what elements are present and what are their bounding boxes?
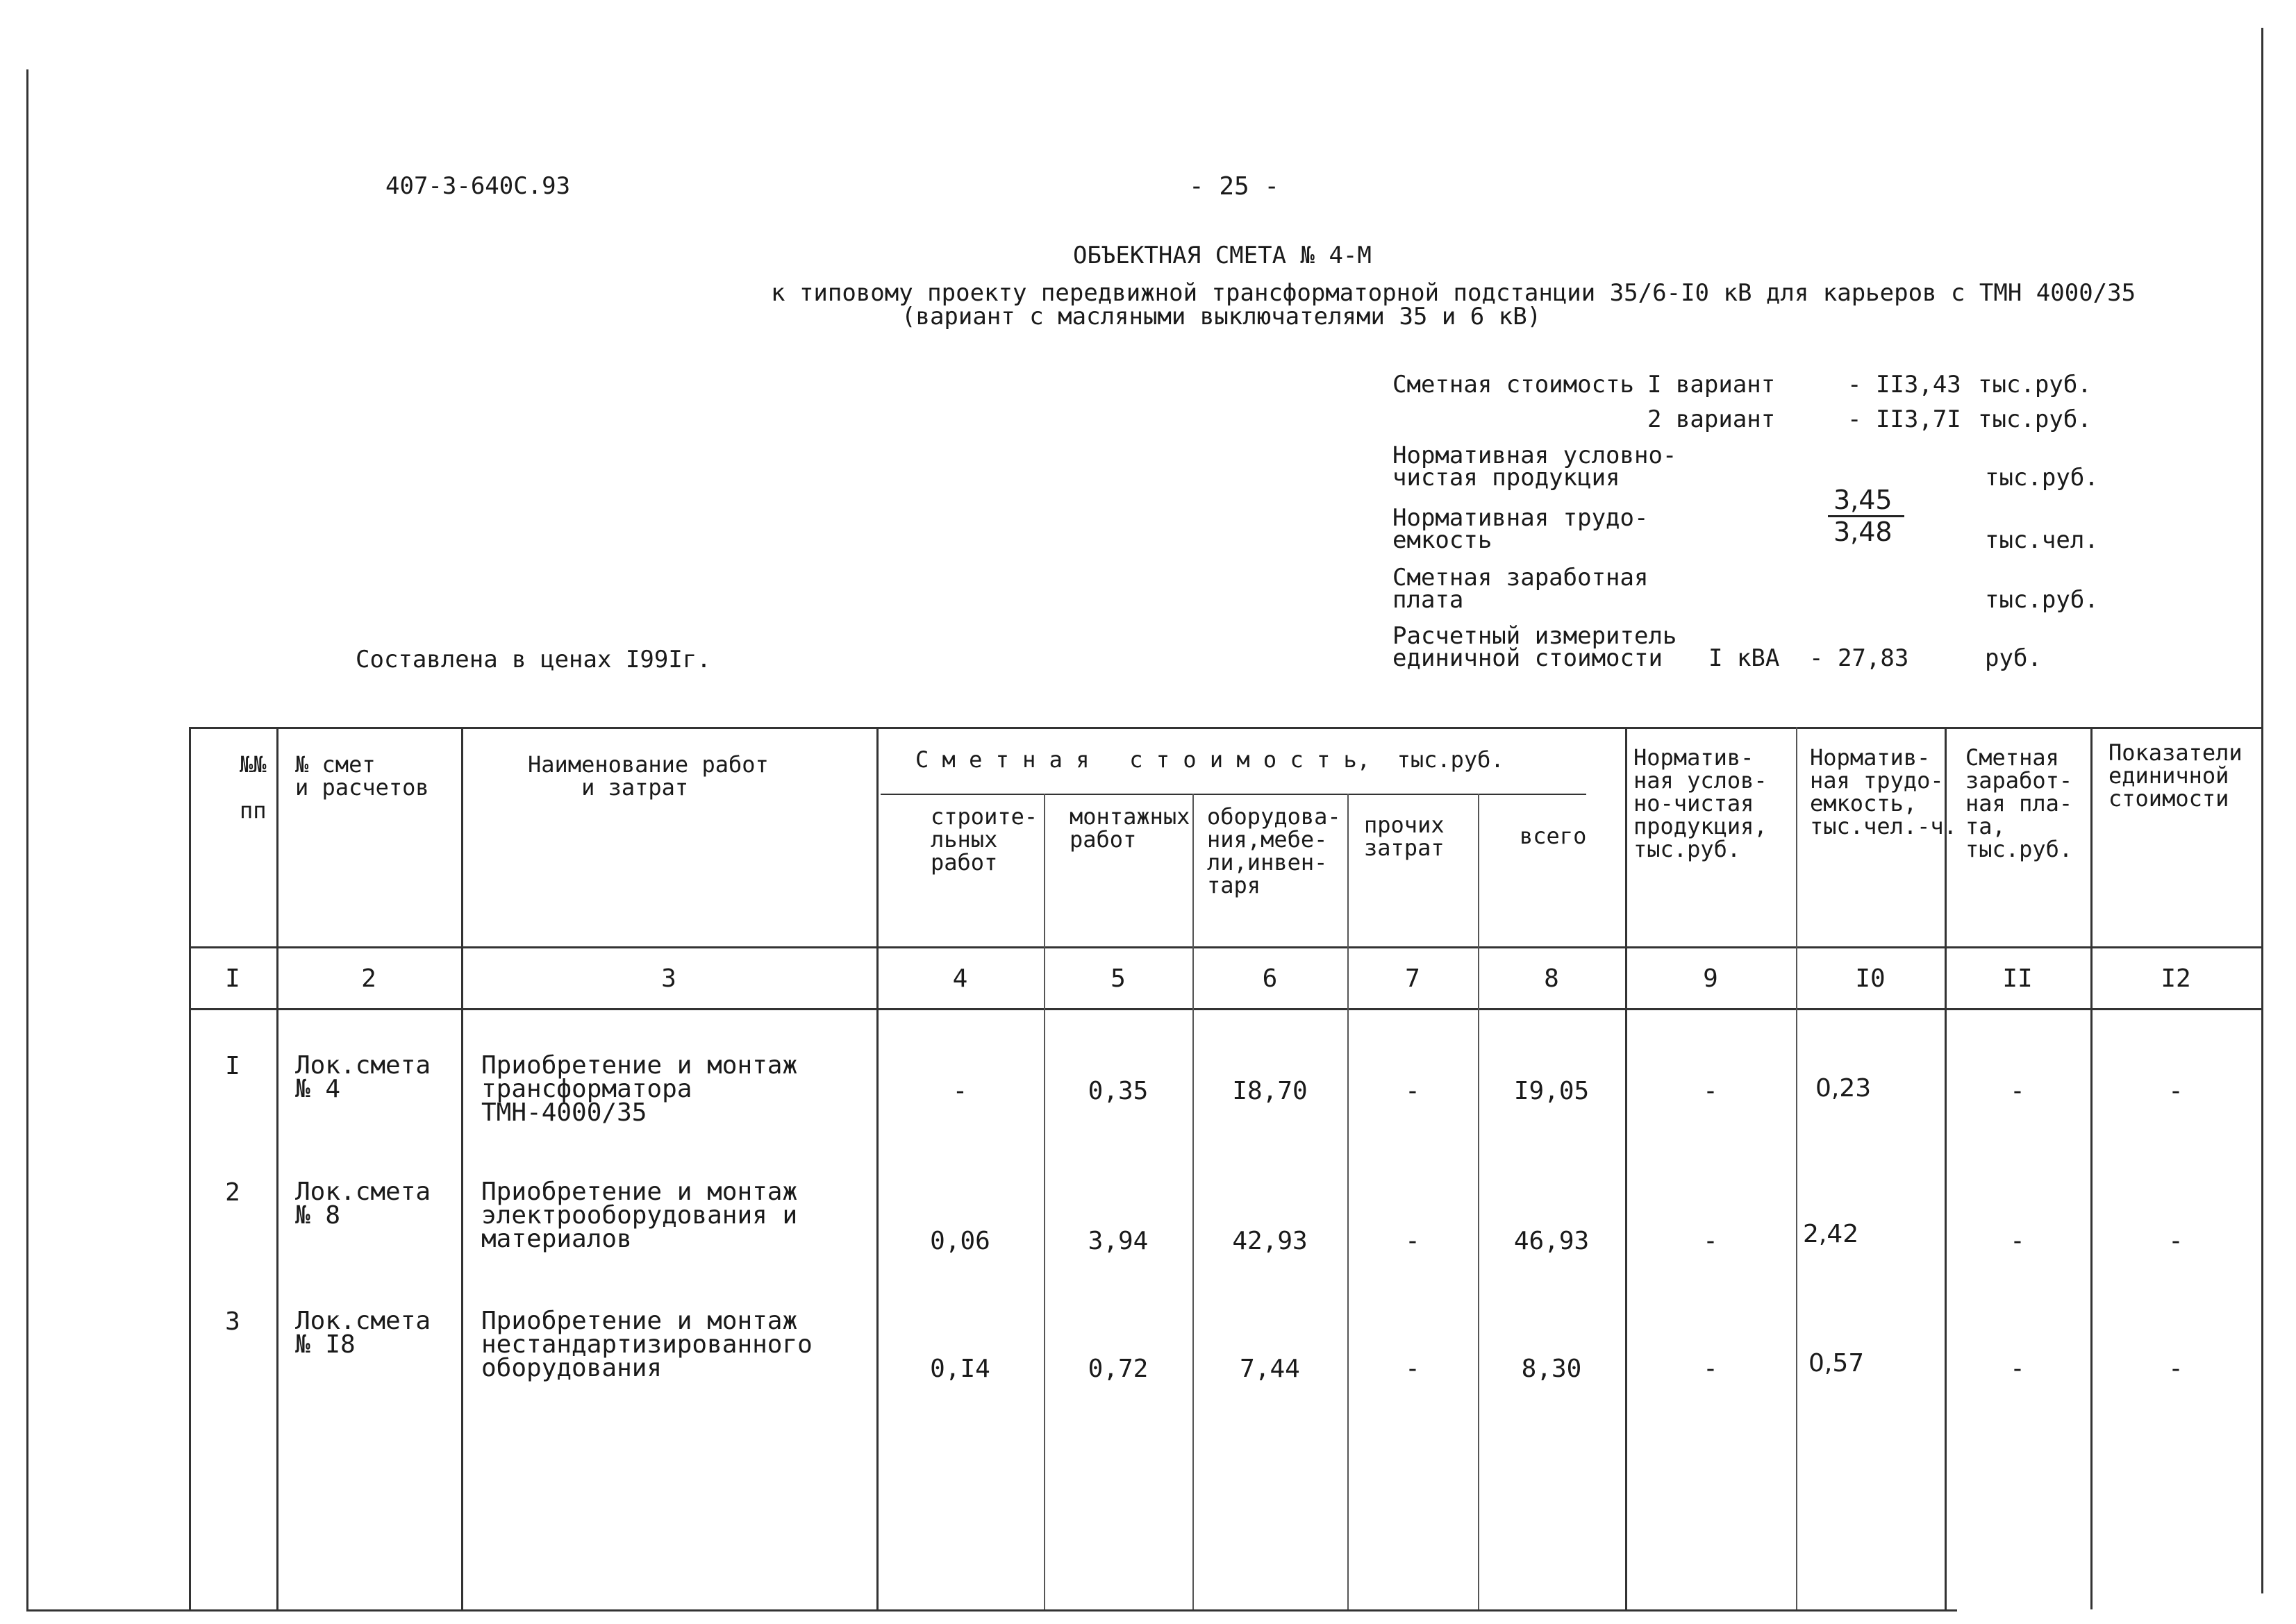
labor-value-top: 3,45 bbox=[1833, 485, 1892, 515]
row2-n: 2 bbox=[225, 1178, 240, 1207]
row1-labor: 0,23 bbox=[1815, 1074, 1872, 1103]
header-col12: Показатели единичной стоимости bbox=[2108, 739, 2243, 812]
row1-mount: 0,35 bbox=[1088, 1077, 1149, 1105]
header-col6: оборудова- ния,мебе- ли,инвен- таря bbox=[1207, 803, 1341, 898]
row3-build: 0,I4 bbox=[930, 1355, 990, 1383]
col-line-11 bbox=[2090, 727, 2093, 1609]
colnum-9: 9 bbox=[1703, 964, 1718, 993]
row1-build: - bbox=[952, 1077, 968, 1105]
col-line-8 bbox=[1625, 727, 1627, 1609]
row3-unit: - bbox=[2168, 1355, 2183, 1383]
variant1-label: I вариант bbox=[1647, 371, 1776, 399]
row1-equip: I8,70 bbox=[1232, 1077, 1308, 1105]
wage-label-2: плата bbox=[1392, 586, 1464, 614]
document-subtitle-2: (вариант с масляными выключателями 35 и 6 кВ) bbox=[901, 303, 1542, 330]
colnum-10: I0 bbox=[1855, 964, 1886, 993]
cost-label: Сметная стоимость bbox=[1392, 371, 1634, 399]
variant2-unit: тыс.руб. bbox=[1978, 405, 2092, 433]
colnum-4: 4 bbox=[952, 964, 968, 993]
header-group-cost: С м е т н а я с т о и м о с т ь, тыс.руб. bbox=[915, 746, 1504, 773]
table-top-line bbox=[189, 727, 2261, 729]
col-line-4 bbox=[1044, 794, 1045, 1609]
row3-ref: Лок.смета № I8 bbox=[295, 1307, 431, 1359]
row2-prod: - bbox=[1703, 1227, 1718, 1255]
row1-prod: - bbox=[1703, 1077, 1718, 1105]
meter-unit-qty: I кВА bbox=[1708, 644, 1780, 672]
labor-label-2: емкость bbox=[1392, 526, 1492, 554]
page-border-right bbox=[2261, 28, 2263, 1593]
meter-label-1: Расчетный измеритель bbox=[1392, 622, 1677, 650]
numbers-bottom-line bbox=[189, 1008, 2261, 1010]
header-col9: Норматив- ная услов- но-чистая продукция, тыс.руб. bbox=[1633, 744, 1767, 862]
colnum-2: 2 bbox=[361, 964, 376, 993]
row2-unit: - bbox=[2168, 1227, 2183, 1255]
row3-mount: 0,72 bbox=[1088, 1355, 1149, 1383]
row3-other: - bbox=[1405, 1355, 1420, 1383]
labor-value-bottom: 3,48 bbox=[1833, 517, 1892, 547]
colnum-1: I bbox=[225, 964, 240, 993]
colnum-3: 3 bbox=[661, 964, 676, 993]
row2-equip: 42,93 bbox=[1232, 1227, 1308, 1255]
header-col1: №№ пп bbox=[240, 751, 267, 823]
document-subtitle-1: к типовому проекту передвижной трансформаторной подстанции 35/6-I0 кВ для карьеров с ТМН 4000/35 bbox=[771, 279, 2136, 307]
row2-build: 0,06 bbox=[930, 1227, 990, 1255]
colnum-7: 7 bbox=[1405, 964, 1420, 993]
row3-prod: - bbox=[1703, 1355, 1718, 1383]
row2-ref: Лок.смета № 8 bbox=[295, 1178, 431, 1230]
row3-n: 3 bbox=[225, 1307, 240, 1336]
row1-name: Приобретение и монтаж трансформатора ТМН-4000/35 bbox=[481, 1051, 798, 1127]
col-line-0 bbox=[189, 727, 191, 1609]
col-line-9 bbox=[1796, 727, 1797, 1609]
header-col11: Сметная заработ- ная пла- та, тыс.руб. bbox=[1965, 744, 2073, 862]
document-title: ОБЪЕКТНАЯ СМЕТА № 4-М bbox=[1073, 242, 1372, 269]
row2-wage: - bbox=[2010, 1227, 2025, 1255]
row3-total: 8,30 bbox=[1521, 1355, 1582, 1383]
variant2-value: - II3,7I bbox=[1847, 405, 1961, 433]
row2-other: - bbox=[1405, 1227, 1420, 1255]
products-unit: тыс.руб. bbox=[1985, 464, 2099, 492]
col-line-3 bbox=[876, 727, 879, 1609]
row1-unit: - bbox=[2168, 1077, 2183, 1105]
variant2-label: 2 вариант bbox=[1647, 405, 1776, 433]
row2-mount: 3,94 bbox=[1088, 1227, 1149, 1255]
colnum-6: 6 bbox=[1262, 964, 1278, 993]
header-col7: прочих затрат bbox=[1364, 812, 1445, 861]
row3-labor: 0,57 bbox=[1808, 1349, 1865, 1378]
col-line-7 bbox=[1478, 794, 1479, 1609]
colnum-12: I2 bbox=[2161, 964, 2191, 993]
row1-wage: - bbox=[2010, 1077, 2025, 1105]
col-line-10 bbox=[1945, 727, 1947, 1609]
col-line-1 bbox=[276, 727, 278, 1609]
page-number: - 25 - bbox=[1189, 172, 1280, 201]
wage-label-1: Сметная заработная bbox=[1392, 564, 1649, 592]
products-label-1: Нормативная условно- bbox=[1392, 442, 1677, 469]
row2-labor: 2,42 bbox=[1803, 1220, 1859, 1248]
products-label-2: чистая продукция bbox=[1392, 464, 1620, 492]
page-border-left bbox=[26, 69, 28, 1611]
header-col8: всего bbox=[1520, 823, 1587, 849]
row1-ref: Лок.смета № 4 bbox=[295, 1051, 431, 1103]
row1-other: - bbox=[1405, 1077, 1420, 1105]
row3-wage: - bbox=[2010, 1355, 2025, 1383]
header-col3: Наименование работ и затрат bbox=[528, 751, 769, 801]
row1-n: I bbox=[225, 1052, 240, 1080]
header-col4: строите- льных работ bbox=[931, 803, 1038, 876]
row1-total: I9,05 bbox=[1513, 1077, 1590, 1105]
labor-unit: тыс.чел. bbox=[1985, 526, 2099, 554]
prices-note: Составлена в ценах I99Iг. bbox=[356, 646, 711, 673]
meter-unit: руб. bbox=[1985, 644, 2042, 672]
meter-value: - 27,83 bbox=[1809, 644, 1909, 672]
header-col2: № смет и расчетов bbox=[295, 751, 429, 801]
colnum-11: II bbox=[2002, 964, 2033, 993]
header-col5: монтажных работ bbox=[1070, 803, 1190, 853]
row2-total: 46,93 bbox=[1513, 1227, 1590, 1255]
colnum-8: 8 bbox=[1544, 964, 1559, 993]
header-col10: Норматив- ная трудо- емкость, тыс.чел.-ч. bbox=[1810, 744, 1957, 839]
header-bottom-line bbox=[189, 946, 2261, 948]
colnum-5: 5 bbox=[1110, 964, 1126, 993]
row2-name: Приобретение и монтаж электрооборудования и материалов bbox=[481, 1178, 798, 1253]
variant1-unit: тыс.руб. bbox=[1978, 371, 2092, 399]
group-sub-line bbox=[881, 794, 1586, 795]
row3-name: Приобретение и монтаж нестандартизированного оборудования bbox=[481, 1307, 813, 1382]
row3-equip: 7,44 bbox=[1240, 1355, 1300, 1383]
meter-label-2: единичной стоимости bbox=[1392, 644, 1663, 672]
col-line-5 bbox=[1192, 794, 1194, 1609]
wage-unit: тыс.руб. bbox=[1985, 586, 2099, 614]
variant1-value: - II3,43 bbox=[1847, 371, 1961, 399]
page-border-bottom bbox=[26, 1609, 1957, 1612]
col-line-6 bbox=[1347, 794, 1349, 1609]
document-code: 407-3-640С.93 bbox=[385, 172, 571, 200]
col-line-2 bbox=[461, 727, 463, 1609]
labor-label-1: Нормативная трудо- bbox=[1392, 504, 1649, 532]
